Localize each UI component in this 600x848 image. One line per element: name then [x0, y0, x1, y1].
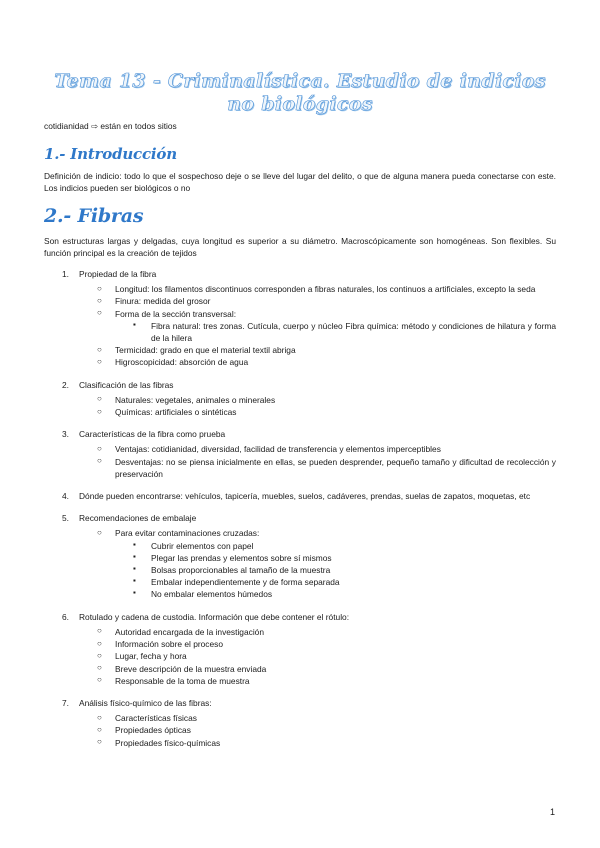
hollow-circle-bullet-icon: ○: [97, 295, 102, 305]
list-item-label: Dónde pueden encontrarse: vehículos, tapicería, muebles, suelos, cadáveres, prendas, suelas de zapatos, moquetas, etc: [79, 491, 531, 502]
section-heading-fibras: 2.- Fibras: [44, 204, 144, 227]
hollow-circle-bullet-icon: ○: [97, 724, 102, 734]
hollow-circle-bullet-icon: ○: [97, 638, 102, 648]
list-item-label: Propiedad de la fibra: [79, 269, 157, 280]
numbered-list-item: [44, 379, 556, 419]
square-bullet-icon: ▪: [133, 319, 136, 329]
sub-list-item-text: Desventajas: no se piensa inicialmente en ellas, se pueden desprender, pequeño tamaño y dificultad de recolección y preservación: [115, 456, 556, 479]
sub-list: [79, 626, 556, 687]
hollow-circle-bullet-icon: ○: [97, 650, 102, 660]
hollow-circle-bullet-icon: ○: [97, 406, 102, 416]
sub-list-item: [79, 712, 556, 724]
nested-list-item: [115, 540, 556, 552]
sub-list-item-text: Breve descripción de la muestra enviada: [115, 663, 267, 674]
sub-list-item-text: Propiedades físico-químicas: [115, 737, 221, 748]
nested-list-item-text: No embalar elementos húmedos: [151, 589, 273, 600]
page-number: 1: [550, 807, 556, 817]
hollow-circle-bullet-icon: ○: [97, 344, 102, 354]
square-bullet-icon: ▪: [133, 576, 136, 586]
nested-list-item-text: Plegar las prendas y elementos sobre sí mismos: [151, 552, 332, 563]
nested-list-item: [115, 588, 556, 600]
list-item-label: Recomendaciones de embalaje: [79, 513, 197, 524]
fibras-numbered-list: [44, 268, 556, 749]
sub-list-item: [79, 663, 556, 675]
nested-sub-list: [115, 320, 556, 344]
hollow-circle-bullet-icon: ○: [97, 308, 102, 318]
sub-list-item-text: Longitud: los filamentos discontinuos corresponden a fibras naturales, los continuos a artificiales, excepto la seda: [115, 284, 536, 295]
sub-list-item: [79, 650, 556, 662]
square-bullet-icon: ▪: [133, 539, 136, 549]
list-item-number: 5.: [62, 513, 69, 524]
sub-list-item: [79, 724, 556, 736]
hollow-circle-bullet-icon: ○: [97, 626, 102, 636]
list-item-number: 3.: [62, 429, 69, 440]
sub-list-item: [79, 675, 556, 687]
sub-list-item: [79, 638, 556, 650]
sub-list-item: [79, 356, 556, 368]
sub-list: [79, 283, 556, 368]
numbered-list-item: [44, 611, 556, 687]
sub-list-item: [79, 443, 556, 455]
hollow-circle-bullet-icon: ○: [97, 456, 102, 466]
hollow-circle-bullet-icon: ○: [97, 712, 102, 722]
nested-list-item: [115, 564, 556, 576]
nested-list-item-text: Fibra natural: tres zonas. Cutícula, cuerpo y núcleo Fibra química: método y condiciones de hilatura y forma de la hilera: [151, 320, 556, 344]
list-item-number: 6.: [62, 611, 69, 622]
sub-list-item: [79, 737, 556, 749]
sub-list-item: [79, 283, 556, 295]
sub-list-item: [79, 344, 556, 356]
sub-list-item: [79, 406, 556, 418]
sub-list-item-text: Ventajas: cotidianidad, diversidad, facilidad de transferencia y elementos imperceptibles: [115, 444, 441, 455]
sub-list-item: [79, 308, 556, 345]
document-title: Tema 13 - Criminalística. Estudio de indicios no biológicos: [54, 70, 546, 115]
nested-list-item: [115, 320, 556, 344]
sub-list-item-text: Lugar, fecha y hora: [115, 651, 187, 662]
sub-list: [79, 712, 556, 749]
sub-list-item-text: Termicidad: grado en que el material textil abriga: [115, 345, 296, 356]
sub-list-item: [79, 295, 556, 307]
sub-list-item-text: Responsable de la toma de muestra: [115, 675, 250, 686]
intro-note: cotidianidad ⇨ están en todos sitios: [44, 121, 177, 131]
nested-list-item-text: Bolsas proporcionables al tamaño de la muestra: [151, 565, 331, 576]
sub-list-item-text: Finura: medida del grosor: [115, 296, 211, 307]
list-item-label: Análisis físico-químico de las fibras:: [79, 697, 212, 708]
hollow-circle-bullet-icon: ○: [97, 394, 102, 404]
nested-list-item-text: Embalar independientemente y de forma separada: [151, 577, 340, 588]
nested-list-item: [115, 552, 556, 564]
sub-list-item-text: Naturales: vegetales, animales o minerales: [115, 394, 276, 405]
numbered-list-item: [44, 490, 556, 502]
list-item-number: 4.: [62, 491, 69, 502]
hollow-circle-bullet-icon: ○: [97, 356, 102, 366]
hollow-circle-bullet-icon: ○: [97, 283, 102, 293]
nested-sub-list: [115, 540, 556, 601]
numbered-list-item: [44, 512, 556, 600]
list-item-number: 1.: [62, 269, 69, 280]
sub-list-item: [79, 626, 556, 638]
sub-list-item-text: Autoridad encargada de la investigación: [115, 626, 264, 637]
sub-list: [79, 443, 556, 480]
sub-list-item-text: Químicas: artificiales o sintéticas: [115, 407, 237, 418]
hollow-circle-bullet-icon: ○: [97, 527, 102, 537]
sub-list-item-text: Para evitar contaminaciones cruzadas:: [115, 528, 260, 539]
hollow-circle-bullet-icon: ○: [97, 737, 102, 747]
sub-list-item-text: Características físicas: [115, 713, 197, 724]
numbered-list-item: [44, 268, 556, 369]
list-item-number: 7.: [62, 697, 69, 708]
list-item-number: 2.: [62, 379, 69, 390]
nested-list-item: [115, 576, 556, 588]
sub-list: [79, 527, 556, 600]
section-heading-introduccion: 1.- Introducción: [44, 145, 177, 164]
square-bullet-icon: ▪: [133, 564, 136, 574]
sub-list-item: [79, 394, 556, 406]
numbered-list-item: [44, 697, 556, 749]
introduccion-paragraph: Definición de indicio: todo lo que el sospechoso deje o se lleve del lugar del delito, o que de alguna manera pueda conectarse con este. Los indicios pueden ser biológicos o no: [44, 171, 556, 194]
sub-list-item-text: Información sobre el proceso: [115, 639, 223, 650]
sub-list-item-text: Higroscopicidad: absorción de agua: [115, 357, 249, 368]
square-bullet-icon: ▪: [133, 588, 136, 598]
square-bullet-icon: ▪: [133, 551, 136, 561]
sub-list: [79, 394, 556, 418]
sub-list-item-text: Propiedades ópticas: [115, 725, 191, 736]
list-item-label: Características de la fibra como prueba: [79, 429, 226, 440]
list-item-label: Clasificación de las fibras: [79, 379, 174, 390]
numbered-list-item: [44, 428, 556, 480]
sub-list-item-text: Forma de la sección transversal:: [115, 308, 237, 319]
hollow-circle-bullet-icon: ○: [97, 663, 102, 672]
sub-list-item: [79, 456, 556, 480]
list-item-label: Rotulado y cadena de custodia. Información que debe contener el rótulo:: [79, 611, 350, 622]
sub-list-item: [79, 527, 556, 600]
nested-list-item-text: Cubrir elementos con papel: [151, 540, 254, 551]
hollow-circle-bullet-icon: ○: [97, 443, 102, 453]
hollow-circle-bullet-icon: ○: [97, 675, 102, 685]
fibras-paragraph: Son estructuras largas y delgadas, cuya longitud es superior a su diámetro. Macroscópicamente son homogéneas. Son flexibles. Su función principal es la creación de tejidos: [44, 235, 556, 258]
